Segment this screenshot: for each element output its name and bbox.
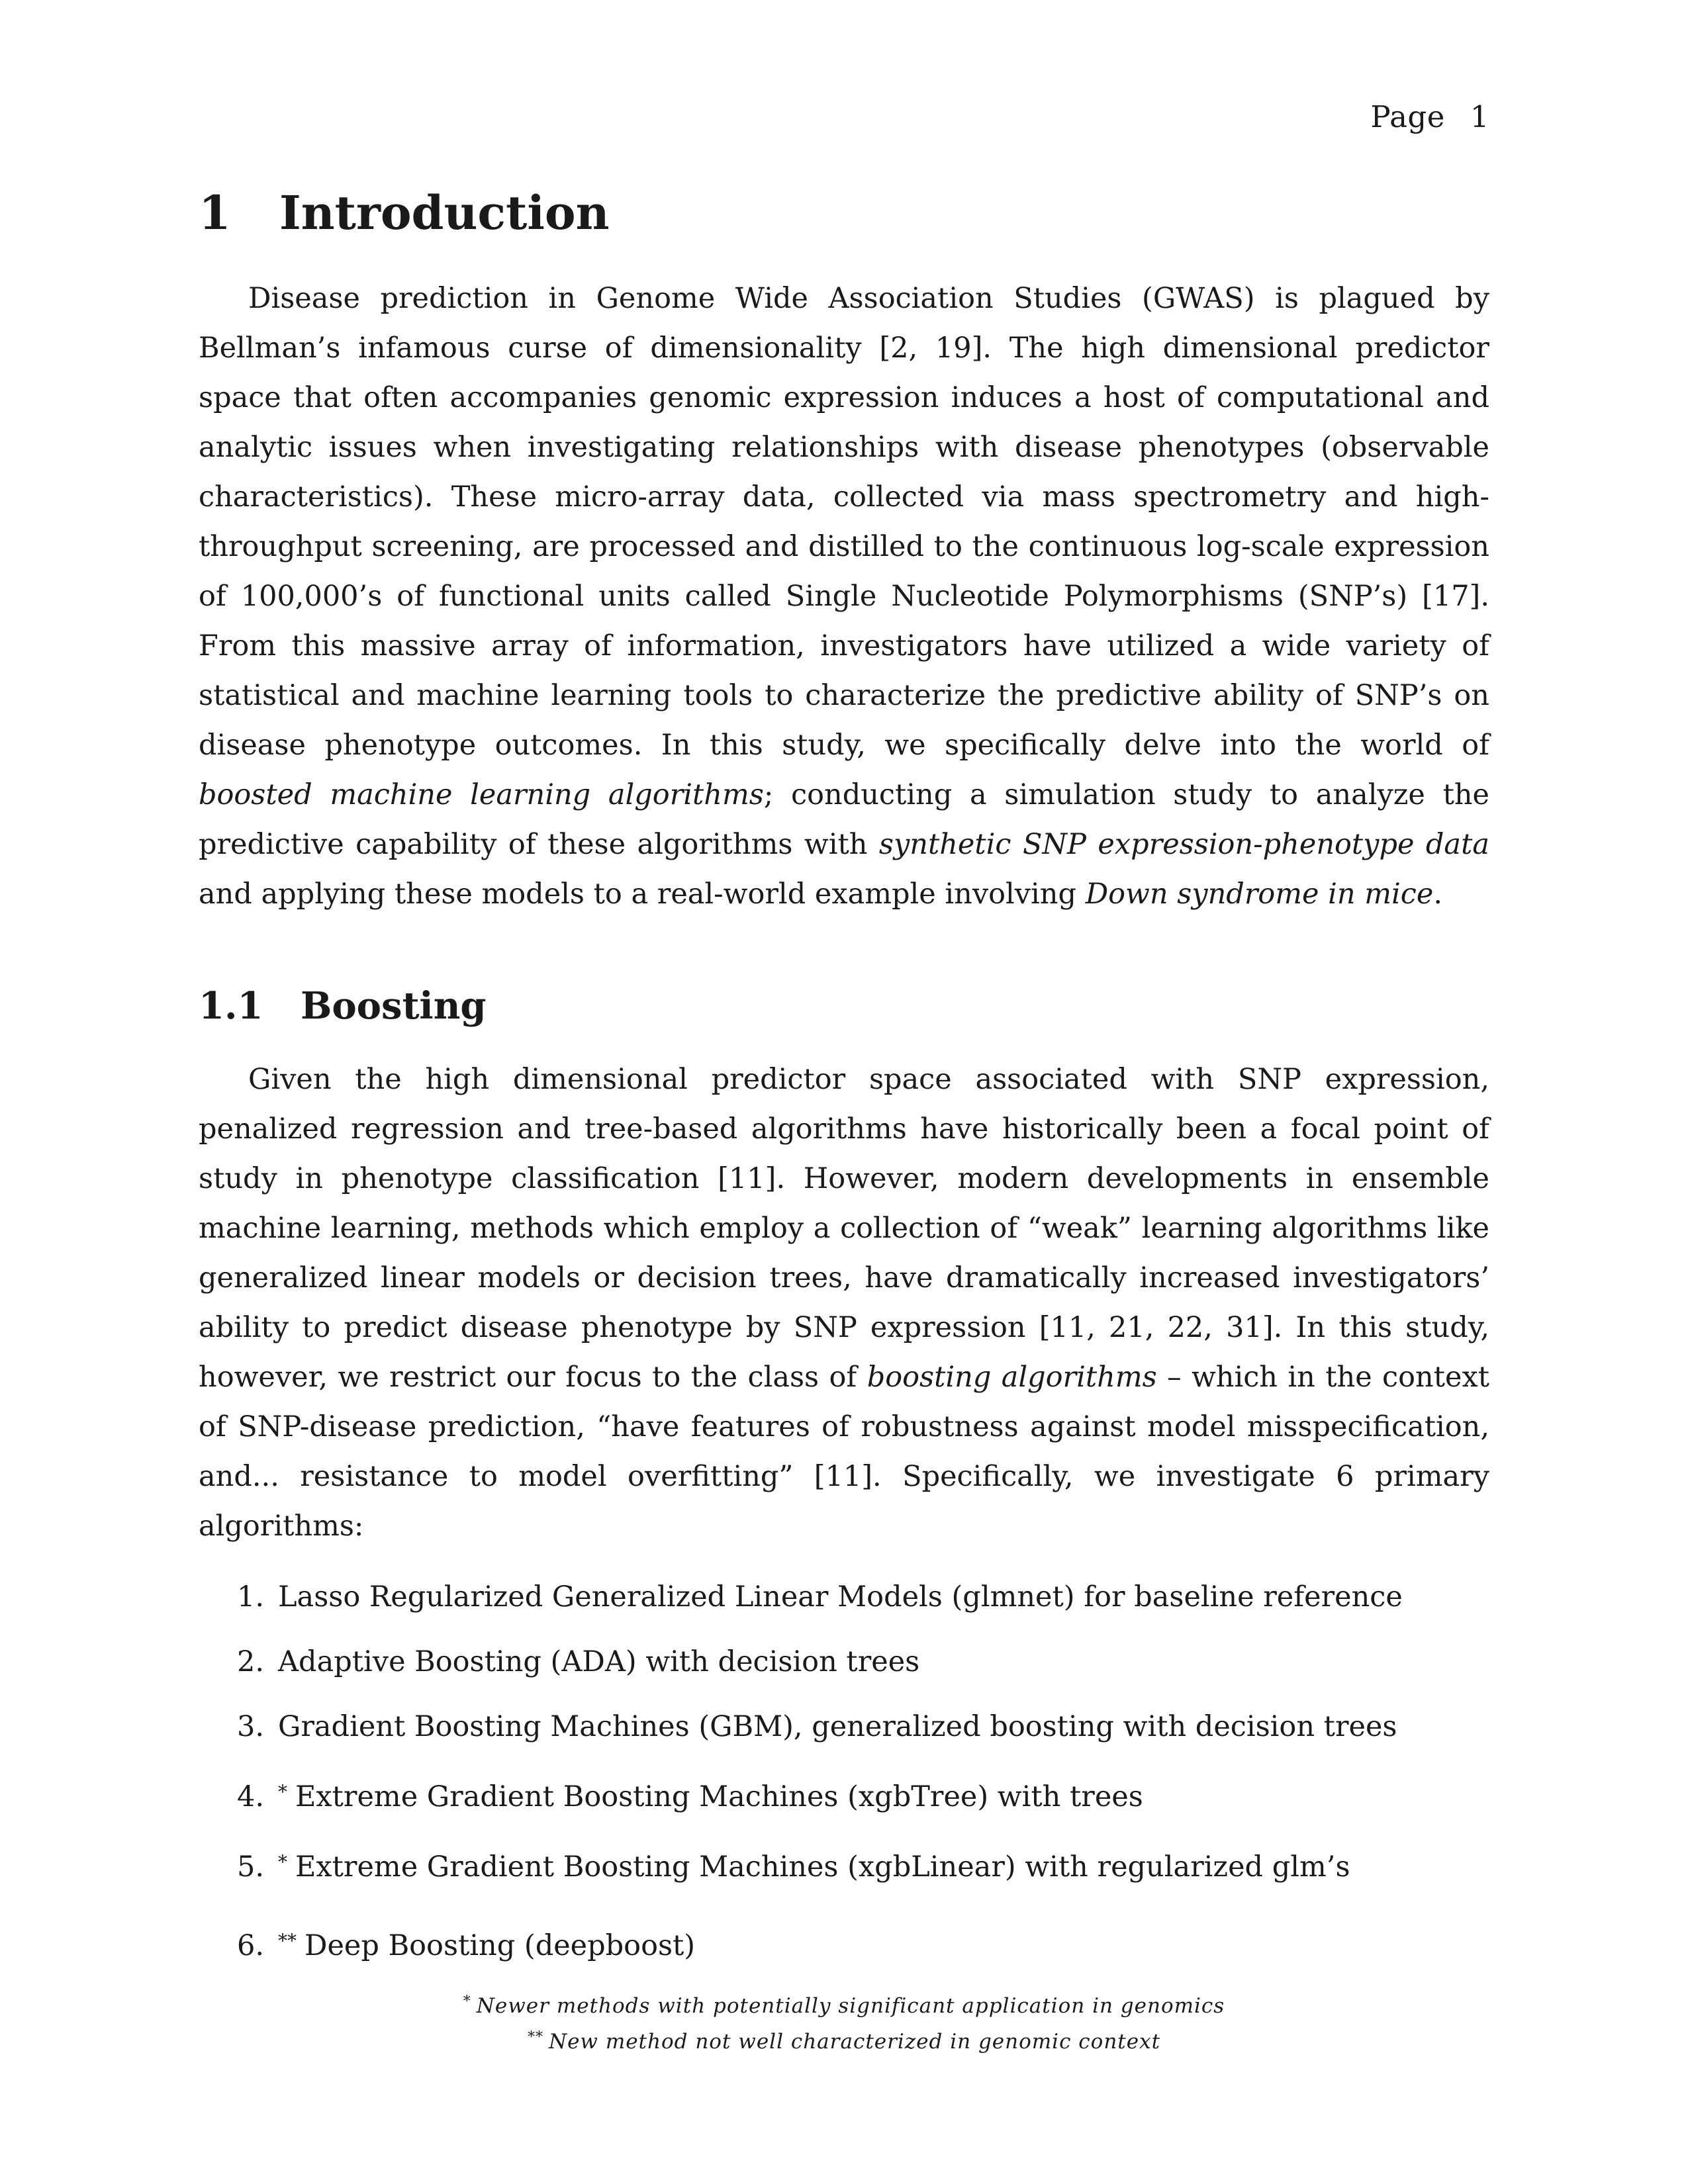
intro-text-2: ; conducting a simulation study to analyze the predictive capability of these algorithms with <box>199 778 1489 861</box>
intro-text-1: Disease prediction in Genome Wide Association Studies (GWAS) is plagued by Bellman’s infamous curse of dimensionality [2, 19]. The high dimensional predictor space that often accompanies genomic expression induces a host of computational and analytic issues when investigating relationships with disease phenotypes (observable characteristics). These micro-array data, collected via mass spectrometry and high-throughput screening, are processed and distilled to the continuous log-scale expression of 100,000’s of functional units called Single Nucleotide Polymorphisms (SNP’s) [17]. From this massive array of information, investigators have utilized a wide variety of statistical and machine learning tools to characterize the predictive ability of SNP’s on disease phenotype outcomes. In this study, we specifically delve into the world of <box>199 282 1489 762</box>
list-item <box>199 1837 1489 1892</box>
page-number: 1 <box>1470 99 1489 134</box>
list-item-text: Lasso Regularized Generalized Linear Models (glmnet) for baseline reference <box>278 1580 1403 1614</box>
boosting-emphasis-1: boosting algorithms <box>867 1361 1157 1394</box>
footnote-marker: ** <box>527 2029 543 2046</box>
footnote-line <box>199 1986 1489 2022</box>
algorithm-list <box>199 1572 1489 1971</box>
list-item-number: 1. <box>237 1580 265 1614</box>
section-title: Introduction <box>279 185 610 240</box>
intro-emphasis-1: boosted machine learning algorithms <box>199 778 764 811</box>
footnote-text: New method not well characterized in genomic context <box>548 2030 1161 2054</box>
list-item <box>199 1702 1489 1752</box>
footnote-marker: * <box>278 1851 287 1874</box>
subsection-title: Boosting <box>301 984 487 1028</box>
list-item <box>199 1572 1489 1622</box>
list-item-text: Deep Boosting (deepboost) <box>305 1929 696 1963</box>
list-item <box>199 1637 1489 1687</box>
footnote-text: Newer methods with potentially significant application in genomics <box>476 1994 1225 2019</box>
boosting-text-1: Given the high dimensional predictor space associated with SNP expression, penalized regression and tree-based algorithms have historically been a focal point of study in phenotype classification [11]. However, modern developments in ensemble machine learning, methods which employ a collection of “weak” learning algorithms like generalized linear models or decision trees, have dramatically increased investigators’ ability to predict disease phenotype by SNP expression [11, 21, 22, 31]. In this study, however, we restrict our focus to the class of <box>199 1063 1489 1394</box>
list-item-text: Adaptive Boosting (ADA) with decision trees <box>278 1645 920 1679</box>
list-item <box>199 1916 1489 1971</box>
list-item-text: Extreme Gradient Boosting Machines (xgbLinear) with regularized glm’s <box>295 1850 1350 1884</box>
list-item-text: Gradient Boosting Machines (GBM), generalized boosting with decision trees <box>278 1710 1397 1744</box>
intro-paragraph <box>199 274 1489 919</box>
footnotes <box>199 1986 1489 2058</box>
running-head <box>1370 99 1489 134</box>
intro-text-3: and applying these models to a real-world example involving <box>199 878 1086 911</box>
list-item-number: 2. <box>237 1645 265 1679</box>
intro-emphasis-3: Down syndrome in mice <box>1085 878 1434 911</box>
subsection-heading <box>199 984 1489 1028</box>
section-heading <box>199 185 1489 241</box>
footnote-marker: * <box>278 1781 287 1803</box>
footnote-marker: * <box>463 1993 471 2011</box>
intro-emphasis-2: synthetic SNP expression-phenotype data <box>878 828 1489 861</box>
boosting-paragraph <box>199 1055 1489 1551</box>
list-item-number: 6. <box>237 1929 265 1963</box>
footnote-marker: ** <box>278 1930 297 1952</box>
list-item-text: Extreme Gradient Boosting Machines (xgbTree) with trees <box>295 1780 1143 1814</box>
main-content <box>199 185 1489 2058</box>
page-label: Page <box>1370 99 1445 134</box>
section-number: 1 <box>199 185 231 240</box>
footnote-line <box>199 2022 1489 2058</box>
subsection-number: 1.1 <box>199 984 263 1028</box>
list-item-number: 3. <box>237 1710 265 1744</box>
list-item-number: 5. <box>237 1850 265 1884</box>
list-item-number: 4. <box>237 1780 265 1814</box>
intro-text-4: . <box>1433 878 1442 911</box>
list-item <box>199 1767 1489 1822</box>
boosting-text-2: – which in the context of SNP-disease prediction, “have features of robustness against model misspecification, and... resistance to model overfitting” [11]. Specifically, we investigate 6 primary algorithms: <box>199 1361 1489 1543</box>
